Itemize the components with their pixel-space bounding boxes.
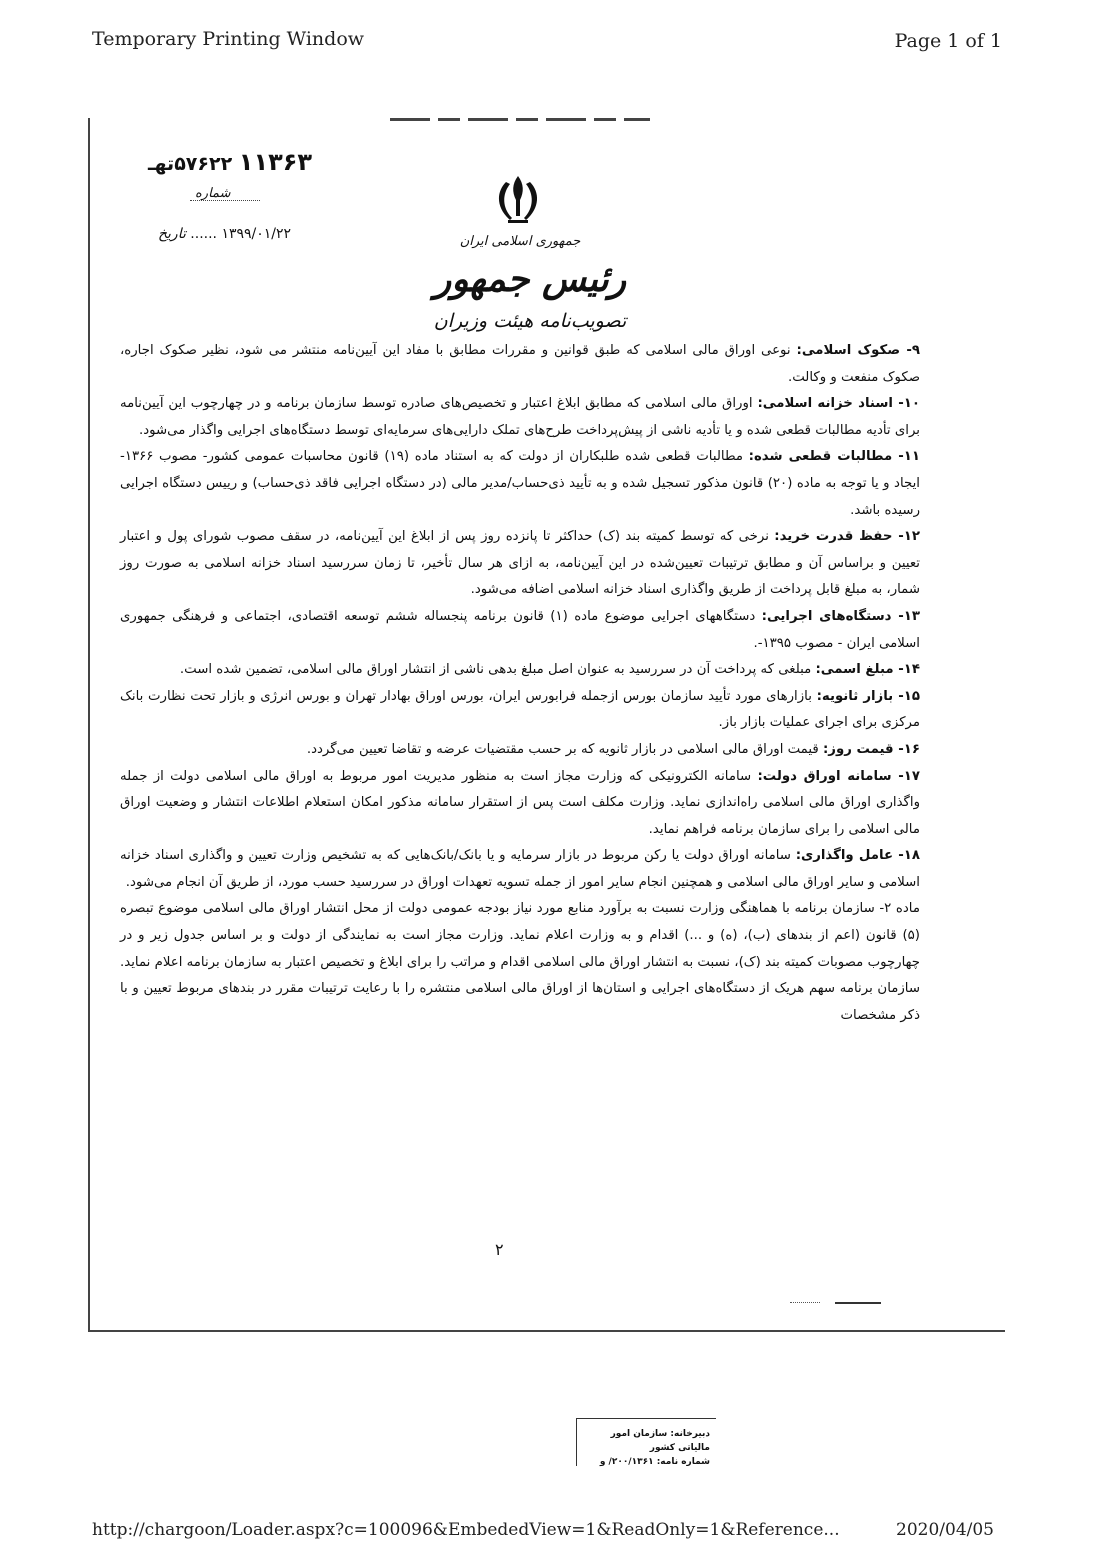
- paragraph: ۱۱- مطالبات قطعی شده: مطالبات قطعی شده طلبکاران از دولت که به استناد ماده (۱۹) قانون محاسبات عمومی کشور- مصوب ۱۳۶۶- ایجاد و یا توجه به ماده (۲۰) قانون مذکور تسجیل شده و به تأیید ذی‌حساب/مدیر مالی (در دستگاه اجرایی فاقد ذی‌حساب) و رییس دستگاه اجرایی رسیده باشد.: [120, 449, 921, 518]
- paragraph: ۱۰- اسناد خزانه اسلامی: اوراق مالی اسلامی که مطابق ابلاغ اعتبار و تخصیص‌های صادره توسط سازمان برنامه و در چهارچوب این آیین‌نامه برای تأدیه مطالبات قطعی شده و یا تأدیه ناشی از پیش‌پرداخت طرح‌های تملک دارایی‌های سرمایه‌ای توسط دستگاه‌های اجرایی واگذار می‌شود.: [120, 396, 920, 438]
- cabinet-decree-label: تصویب‌نامه هیئت وزیران: [433, 310, 627, 332]
- paragraph: ۱۷- سامانه اوراق دولت: سامانه الکترونیکی که وزارت مجاز است به منظور مدیریت امور مربوط به اوراق مالی اسلامی دولت از جمله واگذاری اوراق مالی اسلامی راه‌اندازی نماید. وزارت مکلف است پس از استقرار سامانه مذکور امکان استعلام اطلاعات انتشار و وضعیت اوراق مالی اسلامی را برای سازمان برنامه فراهم نماید.: [120, 768, 921, 837]
- letter-date: ۱۳۹۹/۰۱/۲۲ ...... تاریخ: [158, 226, 292, 242]
- paragraph: ۱۸- عامل واگذاری: سامانه اوراق دولت یا رکن مربوط در بازار سرمایه و یا بانک/بانک‌هایی که به تشخیص وزارت تعیین و واگذاری اسناد خزانه اسلامی و سایر اوراق مالی اسلامی و همچنین انجام سایر امور از جمله تسویه تعهدات اوراق در سررسید حسب مورد، از طریق آن انجام می‌شود.: [120, 848, 920, 890]
- secretariat-stamp: [576, 1418, 716, 1466]
- paragraph: ۱۴- مبلغ اسمی: مبلغی که پرداخت آن در سررسید به عنوان اصل مبلغ بدهی ناشی از انتشار اوراق مالی اسلامی، تضمین شده است.: [179, 662, 920, 678]
- president-title: رئیس جمهور: [433, 258, 627, 300]
- reference-number: ۱۱۳۶۳ ۵۷۶۲۲تهـ: [148, 148, 313, 176]
- number-line: [190, 200, 260, 201]
- paragraph: ۱۲- حفظ قدرت خرید: نرخی که توسط کمیته بند (ک) حداکثر تا پانزده روز پس از ابلاغ این آیین‌نامه، در سقف مصوب شورای پول و اعتبار تعیین و براساس آن و مطابق ترتیبات تعیین‌شده در این آیین‌نامه، به ازای هر سال تأخیر، تا زمان سررسید اسناد خزانه اسلامی به صورت روز شمار، به مبلغ قابل پرداخت از طریق واگذاری اسناد خزانه اسلامی اضافه می‌شود.: [120, 529, 920, 598]
- iran-emblem-icon: [488, 170, 548, 230]
- paragraph: ۱۶- قیمت روز: قیمت اوراق مالی اسلامی در بازار ثانویه که بر حسب مقتضیات عرضه و تقاضا تعیین می‌گردد.: [306, 741, 920, 757]
- bottom-line: [835, 1302, 881, 1304]
- paragraph: ۹- صکوک اسلامی: نوعی اوراق مالی اسلامی که طبق قوانین و مقررات مطابق با مفاد این آیین‌نامه منتشر می شود، نظیر صکوک اجاره، صکوک منفعت و وکالت.: [120, 343, 920, 385]
- browser-window-title: Temporary Printing Window: [92, 28, 365, 50]
- document-body: [120, 338, 920, 1220]
- paragraph: ۱۵- بازار ثانویه: بازارهای مورد تأیید سازمان بورس ازجمله فرابورس ایران، بورس اوراق بهادار تهران و بورس انرژی و بازار تحت نظارت بانک مرکزی برای اجرای عملیات بازار باز.: [120, 688, 920, 731]
- page-number: ۲: [495, 1240, 504, 1259]
- paragraph: ماده ۲- سازمان برنامه با هماهنگی وزارت نسبت به برآورد منابع مورد نیاز بودجه عمومی دولت از محل انتشار اوراق مالی اسلامی موضوع تبصره (۵) قانون (اعم از بندهای (ب)، (ه) و ...) اقدام و به وزارت اعلام نماید. وزارت مجاز است به نمایندگی از دولت و بر اساس جدول زیر و در چهارچوب مصوبات کمیته بند (ک)، نسبت به انتشار اوراق مالی اسلامی اقدام و مراتب را برای ابلاغ و تخصیص اعتبار به سازمان برنامه اعلام نماید. سازمان برنامه سهم هریک از دستگاه‌های اجرایی و استان‌ها از اوراق مالی اسلامی منتشره را با رعایت ترتیبات مقرر در بندهای مربوط تعیین و با ذکر مشخصات: [120, 901, 920, 1023]
- number-label: شماره: [195, 186, 231, 201]
- top-border-marks: [390, 118, 650, 121]
- page-indicator: Page 1 of 1: [894, 30, 1002, 52]
- dotted-mark: [790, 1302, 820, 1303]
- republic-label: جمهوری اسلامی ایران: [459, 234, 581, 249]
- paragraph: ۱۳- دستگاه‌های اجرایی: دستگاههای اجرایی موضوع ماده (۱) قانون برنامه پنجساله ششم توسعه اقتصادی، اجتماعی و فرهنگی جمهوری اسلامی ایران - مصوب ۱۳۹۵-.: [120, 608, 921, 651]
- print-date: 2020/04/05: [896, 1520, 994, 1540]
- source-url-link[interactable]: http://chargoon/Loader.aspx?c=100096&EmbededView=1&ReadOnly=1&Reference...: [92, 1520, 840, 1540]
- stamp-line-1: دبیرخانه: سازمان امور مالیاتی کشور: [610, 1429, 710, 1453]
- stamp-line-2: شماره نامه: ۲۰۰/۱۳۶۱/ و: [599, 1457, 710, 1467]
